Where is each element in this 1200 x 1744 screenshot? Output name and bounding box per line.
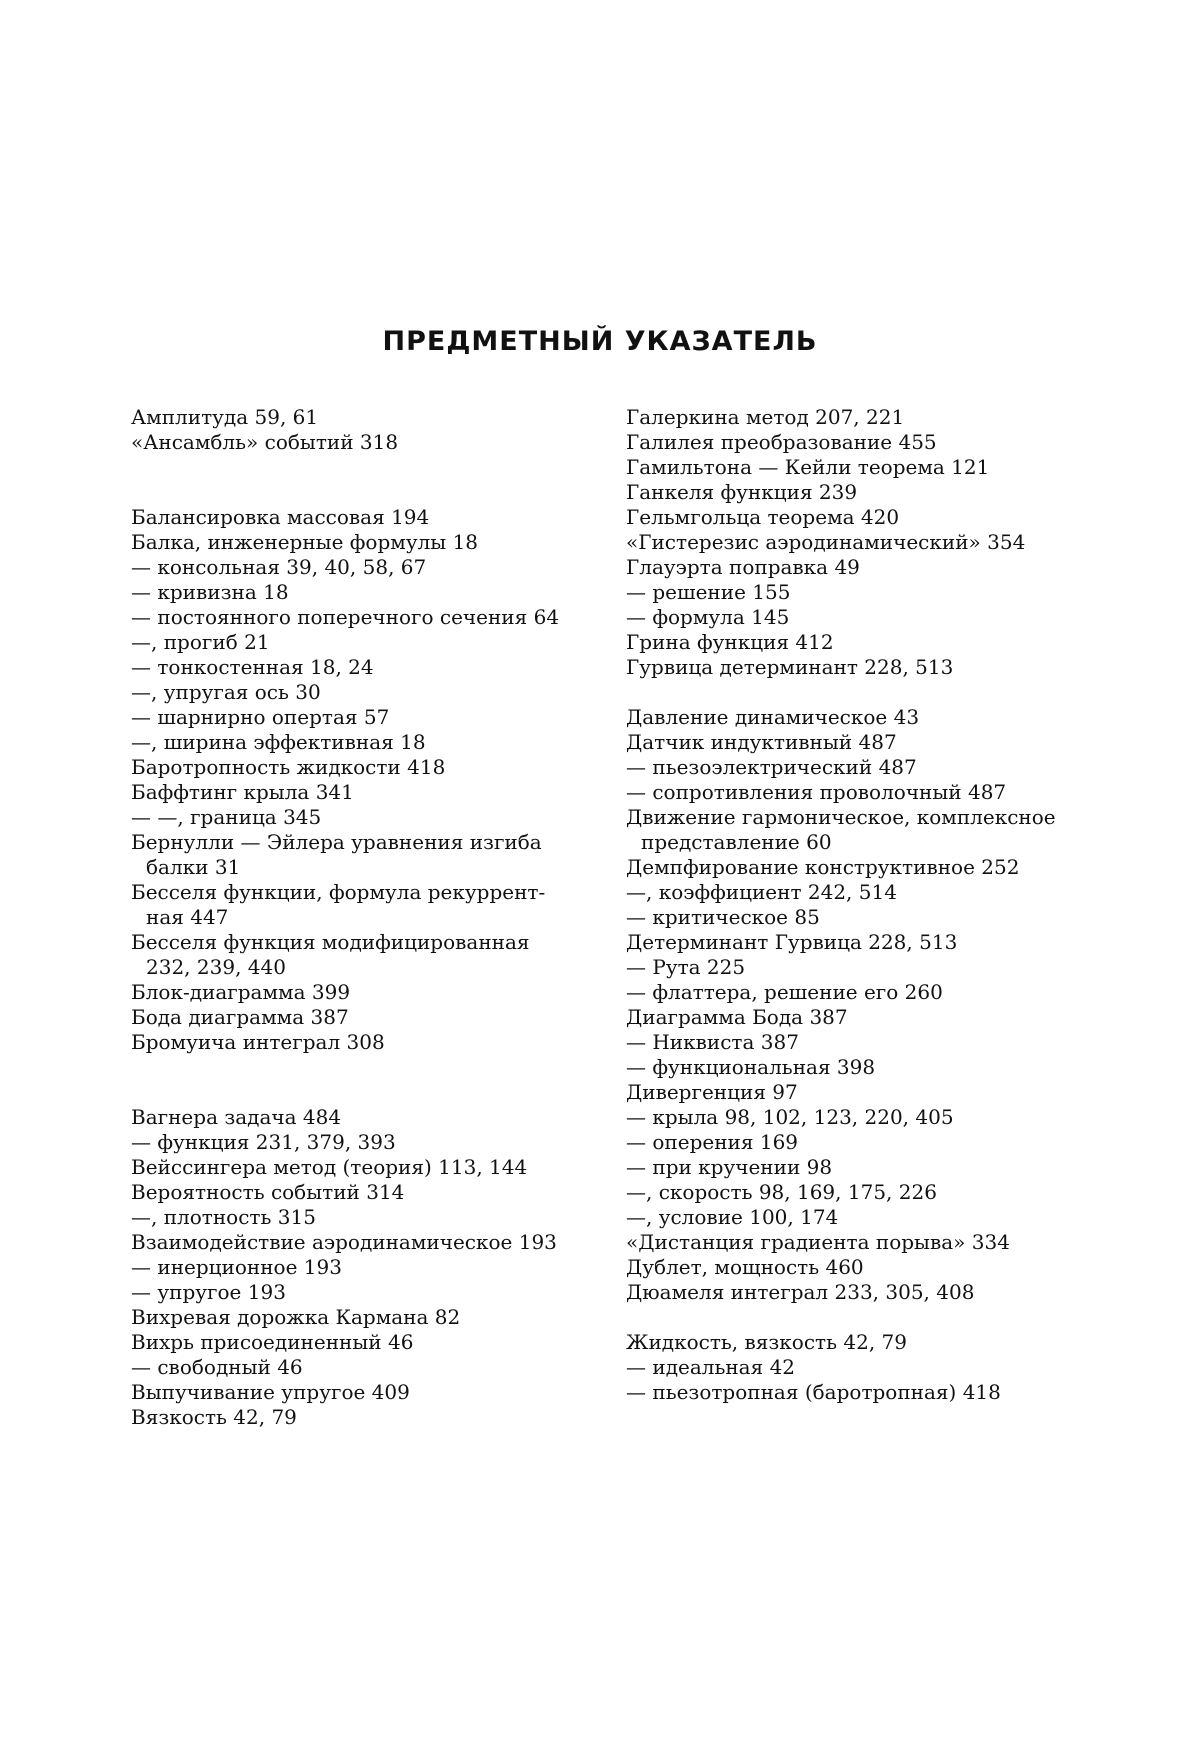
index-entry: Вязкость 42, 79 [131,1405,297,1429]
index-entry: Бода диаграмма 387 [131,1005,349,1029]
index-entry: —, условие 100, 174 [626,1205,839,1229]
index-entry: Вейссингера метод (теория) 113, 144 [131,1155,528,1179]
index-entry: Вихрь присоединенный 46 [131,1330,414,1354]
index-entry: — сопротивления проволочный 487 [626,780,1007,804]
index-entry: —, скорость 98, 169, 175, 226 [626,1180,937,1204]
index-entry: Взаимодействие аэродинамическое 193 [131,1230,557,1254]
index-entry: — решение 155 [626,580,791,604]
index-entry: — Рута 225 [626,955,746,979]
index-entry: Гамильтона — Кейли теорема 121 [626,455,990,479]
index-column-right [626,405,1096,1405]
index-entry: — формула 145 [626,605,790,629]
index-entry-continuation: 232, 239, 440 [146,955,286,979]
index-entry: Балансировка массовая 194 [131,505,430,529]
index-entry: Дюамеля интеграл 233, 305, 408 [626,1280,975,1304]
index-entry: — постоянного поперечного сечения 64 [131,605,560,629]
section-gap [131,1055,601,1080]
index-entry: — критическое 85 [626,905,820,929]
index-entry: Грина функция 412 [626,630,834,654]
index-entry: —, упругая ось 30 [131,680,321,704]
index-entry: Дублет, мощность 460 [626,1255,864,1279]
index-entry: — шарнирно опертая 57 [131,705,390,729]
index-entry: Галилея преобразование 455 [626,430,937,454]
index-entry: — идеальная 42 [626,1355,796,1379]
index-entry: — кривизна 18 [131,580,289,604]
index-entry: — флаттера, решение его 260 [626,980,943,1004]
index-entry: Датчик индуктивный 487 [626,730,897,754]
index-entry: «Дистанция градиента порыва» 334 [626,1230,1010,1254]
index-entry: — пьезоэлектрический 487 [626,755,917,779]
index-entry: — крыла 98, 102, 123, 220, 405 [626,1105,954,1129]
index-entry: Диаграмма Бода 387 [626,1005,848,1029]
index-entry: Бромуича интеграл 308 [131,1030,385,1054]
index-entry: Блок-диаграмма 399 [131,980,351,1004]
index-entry: — упругое 193 [131,1280,286,1304]
index-entry: Гельмгольца теорема 420 [626,505,900,529]
index-entry: —, ширина эффективная 18 [131,730,426,754]
index-entry: Бесселя функция модифицированная [131,930,530,954]
section-gap [626,1305,1096,1330]
index-entry: — тонкостенная 18, 24 [131,655,374,679]
section-gap [131,1080,601,1105]
index-entry: Жидкость, вязкость 42, 79 [626,1330,907,1354]
index-entry: Балка, инженерные формулы 18 [131,530,479,554]
index-entry: «Гистерезис аэродинамический» 354 [626,530,1026,554]
index-entry-continuation: ная 447 [146,905,229,929]
index-column-left [131,405,601,1430]
index-entry: — инерционное 193 [131,1255,342,1279]
page-title: ПРЕДМЕТНЫЙ УКАЗАТЕЛЬ [382,326,818,357]
index-entry: Вероятность событий 314 [131,1180,405,1204]
index-entry: —, плотность 315 [131,1205,316,1229]
index-entry: Ганкеля функция 239 [626,480,858,504]
index-entry-continuation: балки 31 [146,855,241,879]
index-entry: Вагнера задача 484 [131,1105,342,1129]
index-entry: — свободный 46 [131,1355,303,1379]
index-entry: — консольная 39, 40, 58, 67 [131,555,427,579]
section-gap [131,480,601,505]
index-entry: Дивергенция 97 [626,1080,798,1104]
index-entry: Галеркина метод 207, 221 [626,405,905,429]
index-entry: — функциональная 398 [626,1055,876,1079]
index-entry: — функция 231, 379, 393 [131,1130,396,1154]
index-entry: Баротропность жидкости 418 [131,755,446,779]
index-entry: Детерминант Гурвица 228, 513 [626,930,958,954]
index-entry: Гурвица детерминант 228, 513 [626,655,954,679]
index-entry-continuation: представление 60 [641,830,832,854]
index-entry: Движение гармоническое, комплексное [626,805,1056,829]
section-gap [626,680,1096,705]
index-entry: Баффтинг крыла 341 [131,780,354,804]
index-entry: — при кручении 98 [626,1155,833,1179]
index-entry: —, коэффициент 242, 514 [626,880,897,904]
index-entry: — пьезотропная (баротропная) 418 [626,1380,1001,1404]
index-entry: «Ансамбль» событий 318 [131,430,399,454]
index-entry: Глауэрта поправка 49 [626,555,860,579]
section-gap [131,455,601,480]
index-entry: — оперения 169 [626,1130,799,1154]
index-entry: Бернулли — Эйлера уравнения изгиба [131,830,542,854]
index-entry: Давление динамическое 43 [626,705,920,729]
index-entry: Бесселя функции, формула рекуррент- [131,880,546,904]
index-entry: —, прогиб 21 [131,630,270,654]
index-entry: — Никвиста 387 [626,1030,799,1054]
index-entry: — —, граница 345 [131,805,322,829]
index-entry: Демпфирование конструктивное 252 [626,855,1020,879]
index-entry: Амплитуда 59, 61 [131,405,319,429]
index-entry: Вихревая дорожка Кармана 82 [131,1305,461,1329]
index-entry: Выпучивание упругое 409 [131,1380,410,1404]
